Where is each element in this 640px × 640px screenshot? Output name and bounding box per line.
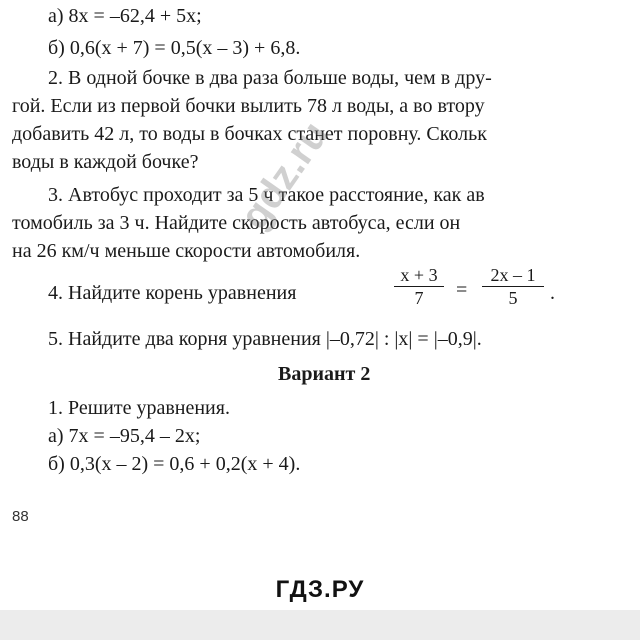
equation-1b: б) 0,6(x + 7) = 0,5(x – 3) + 6,8. — [48, 37, 301, 59]
task-4-period: . — [550, 282, 555, 304]
task-3-line-1: 3. Автобус проходит за 5 ч такое расстояние, как ав — [48, 184, 485, 206]
task-2-line-2: гой. Если из первой бочки вылить 78 л воды, а во втору — [12, 95, 485, 117]
task-2-line-4: воды в каждой бочке? — [12, 151, 199, 173]
fraction-1 — [394, 264, 444, 309]
site-logo: ГДЗ.РУ — [275, 576, 365, 603]
task-5: 5. Найдите два корня уравнения |–0,72| : |x| = |–0,9|. — [48, 328, 482, 350]
fraction-1-numerator: x + 3 — [400, 265, 438, 285]
task-4-text: 4. Найдите корень уравнения — [48, 282, 297, 304]
footer-band — [0, 610, 640, 640]
fraction-2-denominator: 5 — [508, 288, 518, 308]
variant-2-task-1: 1. Решите уравнения. — [48, 397, 230, 419]
page-number: 88 — [12, 508, 29, 525]
equation-1a: а) 8x = –62,4 + 5x; — [48, 5, 202, 27]
variant-2-equation-a: а) 7x = –95,4 – 2x; — [48, 425, 201, 447]
task-2-line-3: добавить 42 л, то воды в бочках станет поровну. Скольк — [12, 123, 487, 145]
variant-2-equation-b: б) 0,3(x – 2) = 0,6 + 0,2(x + 4). — [48, 453, 301, 475]
variant-2-heading: Вариант 2 — [278, 363, 371, 385]
fraction-2-numerator: 2x – 1 — [490, 265, 536, 285]
equals-sign: = — [456, 279, 468, 301]
fraction-1-denominator: 7 — [414, 288, 424, 308]
task-3-line-3: на 26 км/ч меньше скорости автомобиля. — [12, 240, 361, 262]
watermark: gdz.ru — [232, 113, 337, 238]
fraction-2 — [482, 264, 544, 309]
task-2-line-1: 2. В одной бочке в два раза больше воды, чем в дру- — [48, 67, 492, 89]
task-3-line-2: томобиль за 3 ч. Найдите скорость автобуса, если он — [12, 212, 461, 234]
